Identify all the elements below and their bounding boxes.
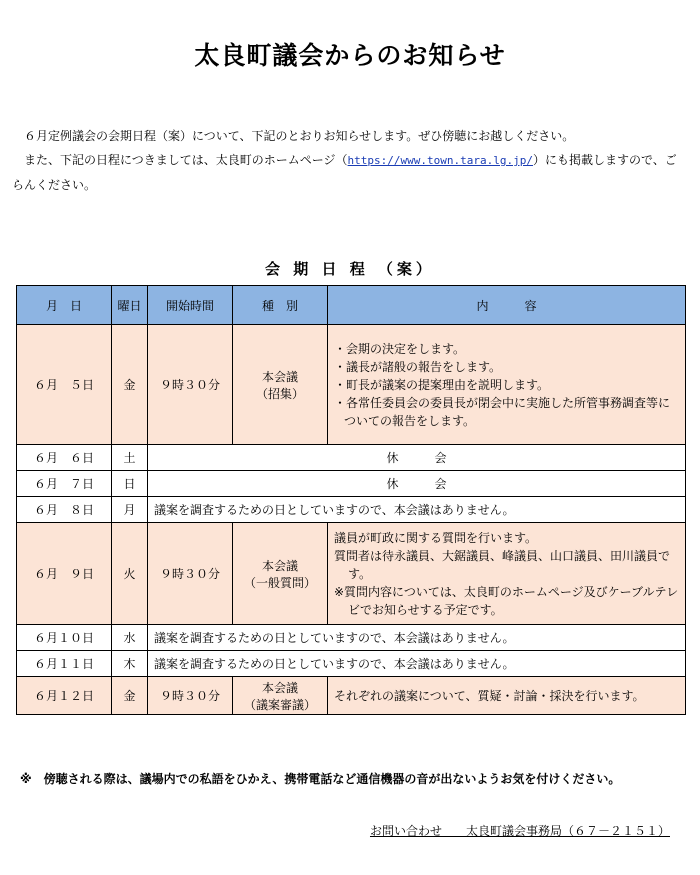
header-weekday: 曜日 — [112, 286, 148, 325]
row-weekday: 水 — [112, 625, 148, 651]
table-row — [17, 523, 686, 625]
row-content: 議案を調査するための日としていますので、本会議はありません。 — [148, 651, 686, 677]
content-line: 議員が町政に関する質問を行います。 — [334, 530, 538, 545]
contact-info: お問い合わせ 太良町議会事務局（６７－２１５１） — [369, 824, 670, 838]
row-date: ６月 ７日 — [17, 471, 112, 497]
row-date: ６月 ８日 — [17, 497, 112, 523]
row-weekday: 金 — [112, 677, 148, 715]
schedule-table — [16, 285, 686, 715]
header-start-time: 開始時間 — [148, 286, 233, 325]
row-date: ６月１２日 — [17, 677, 112, 715]
row-date: ６月１１日 — [17, 651, 112, 677]
row-date: ６月１０日 — [17, 625, 112, 651]
notice-text: ※ 傍聴される際は、議場内での私語をひかえ、携帯電話など通信機器の音が出ないようお気を付けください。 — [20, 772, 621, 786]
row-kind: 本会議 （招集） — [233, 325, 328, 445]
row-content: 休 会 — [148, 471, 686, 497]
row-weekday: 月 — [112, 497, 148, 523]
table-row — [17, 625, 686, 651]
content-line: 質問者は待永議員、大鋸議員、峰議員、山口議員、田川議員です。 — [334, 548, 671, 581]
row-date: ６月 ６日 — [17, 445, 112, 471]
header-kind: 種 別 — [233, 286, 328, 325]
intro-text — [12, 124, 682, 197]
header-content: 内 容 — [328, 286, 686, 325]
row-content — [328, 523, 686, 625]
table-row — [17, 325, 686, 445]
row-content — [328, 325, 686, 445]
row-date: ６月 ５日 — [17, 325, 112, 445]
bullet-item: ・各常任委員会の委員長が閉会中に実施した所管事務調査等についての報告をします。 — [334, 395, 671, 428]
row-weekday: 火 — [112, 523, 148, 625]
intro-line-2: また、下記の日程につきましては、太良町のホームページ（https://www.town.tara.lg.jp/）にも掲載しますので、ごらんください。 — [12, 153, 677, 192]
schedule-title: 会 期 日 程 （案） — [265, 260, 435, 278]
row-date: ６月 ９日 — [17, 523, 112, 625]
intro-line-1: ６月定例議会の会期日程（案）について、下記のとおりお知らせします。ぜひ傍聴にお越しください。 — [24, 129, 575, 143]
row-start-time: ９時３０分 — [148, 677, 233, 715]
table-row — [17, 677, 686, 715]
bullet-item: ・町長が議案の提案理由を説明します。 — [334, 377, 550, 392]
table-row — [17, 471, 686, 497]
row-kind: 本会議 （一般質問） — [233, 523, 328, 625]
row-content: 議案を調査するための日としていますので、本会議はありません。 — [148, 625, 686, 651]
content-note: ※質問内容については、太良町のホームページ及びケーブルテレビでお知らせする予定です。 — [334, 584, 679, 617]
page-title: 太良町議会からのお知らせ — [194, 41, 506, 70]
row-content: それぞれの議案について、質疑・討論・採決を行います。 — [328, 677, 686, 715]
header-date: 月 日 — [17, 286, 112, 325]
row-start-time: ９時３０分 — [148, 523, 233, 625]
row-weekday: 木 — [112, 651, 148, 677]
bullet-item: ・会期の決定をします。 — [334, 341, 466, 356]
bullet-item: ・議長が諸般の報告をします。 — [334, 359, 502, 374]
row-start-time: ９時３０分 — [148, 325, 233, 445]
row-weekday: 土 — [112, 445, 148, 471]
table-row — [17, 651, 686, 677]
row-content: 議案を調査するための日としていますので、本会議はありません。 — [148, 497, 686, 523]
row-weekday: 金 — [112, 325, 148, 445]
table-row — [17, 445, 686, 471]
table-row — [17, 497, 686, 523]
row-content: 休 会 — [148, 445, 686, 471]
row-weekday: 日 — [112, 471, 148, 497]
homepage-link[interactable]: https://www.town.tara.lg.jp/ — [347, 154, 533, 167]
row-kind: 本会議 （議案審議） — [233, 677, 328, 715]
